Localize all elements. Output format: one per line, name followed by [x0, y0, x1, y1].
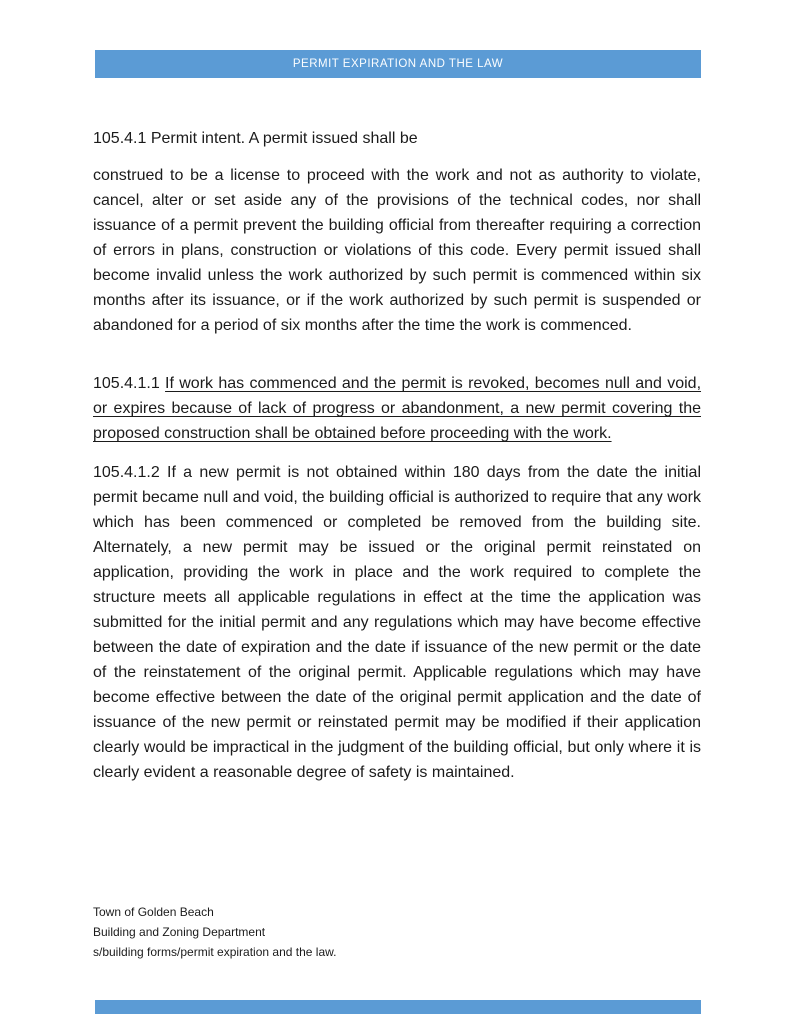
bottom-accent-bar: [95, 1000, 701, 1014]
section-number-105-4-1-2: 105.4.1.2: [93, 464, 167, 481]
document-footer: [93, 902, 336, 962]
paragraph-permit-intent: construed to be a license to proceed with the work and not as authority to violate, cancel, alter or set aside any of the provisions of the technical codes, nor shall issuance of a permit prevent the building official from thereafter requiring a correction of errors in plans, construction or violations of this code. Every permit issued shall become invalid unless the work authorized by such permit is commenced within six months after its issuance, or if the work authorized by such permit is suspended or abandoned for a period of six months after the time the work is commenced.: [93, 167, 701, 334]
document-title: PERMIT EXPIRATION AND THE LAW: [292, 58, 504, 70]
footer-file-reference: s/building forms/permit expiration and the law.: [93, 945, 337, 959]
paragraph-new-permit-rules: If a new permit is not obtained within 180 days from the date the initial permit became null and void, the building official is authorized to require that any work which has been commenced or completed be removed from the building site. Alternately, a new permit may be issued or the original permit reinstated on application, providing the work in place and the work required to complete the structure meets all applicable regulations in effect at the time the application was submitted for the initial permit and any regulations which may have become effective between the date of expiration and the date if issuance of the new permit or the date of the reinstatement of the original permit. Applicable regulations which may have become effective between the date of the original permit application and the date of issuance of the new permit or reinstated permit may be modified if their application clearly would be impractical in the judgment of the building official, but only where it is clearly evident a reasonable degree of safety is maintained.: [93, 464, 702, 781]
paragraph-105-4-1-2: [93, 460, 701, 785]
document-body: [93, 126, 701, 785]
section-number-105-4-1-1: 105.4.1.1: [93, 375, 166, 392]
footer-department: Building and Zoning Department: [93, 925, 266, 939]
paragraph-105-4-1-1: [93, 371, 701, 446]
underlined-clause: If work has commenced and the permit is revoked, becomes null and void, or expires because of lack of progress or abandonment, a new permit covering the proposed construction shall be obtained before proceeding with the work.: [93, 375, 702, 442]
footer-town-name: Town of Golden Beach: [93, 905, 214, 919]
section-heading-105-4-1: 105.4.1 Permit intent. A permit issued shall be: [93, 130, 418, 147]
title-banner: [95, 50, 701, 78]
